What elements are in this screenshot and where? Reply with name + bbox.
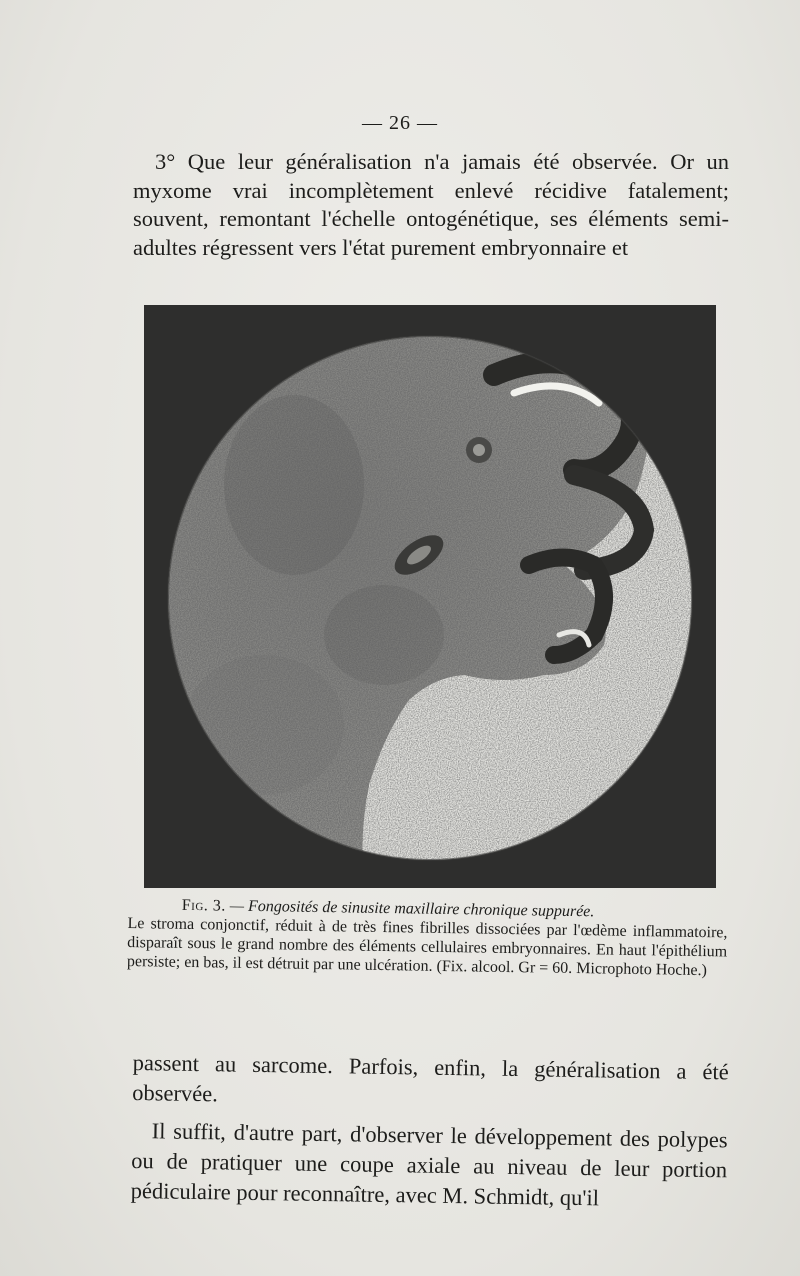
figure-title: — Fongosités de sinusite maxillaire chronique suppurée. [229, 897, 595, 921]
micrograph-image [144, 305, 716, 888]
figure-caption [127, 895, 728, 980]
bottom-text [131, 1048, 729, 1215]
figure-description: Le stroma conjonctif, réduit à de très fines fibrilles dissociées par l'œdème inflammatoire, disparaît sous le grand nombre des éléments cellulaires embryonnaires. En haut l'épithélium persiste; en bas, il est détruit par une ulcération. (Fix. alcool. Gr = 60. Microphoto Hoche.) [126, 914, 728, 980]
micrograph-figure [144, 305, 716, 888]
figure-label: Fig. 3. [181, 896, 226, 915]
bottom-paragraph-1: passent au sarcome. Parfois, enfin, la généralisation a été observée. [132, 1049, 729, 1107]
page-number: — 26 — [362, 112, 438, 134]
top-paragraph-text: 3° Que leur généralisation n'a jamais été observée. Or un myxome vrai incomplètement enlevé récidive fatalement; souvent, remontant l'échelle ontogénétique, ses éléments semi-adultes régressent vers l'état purement embryonnaire et [133, 149, 729, 260]
bottom-paragraph-2: Il suffit, d'autre part, d'observer le développement des polypes ou de pratiquer une coupe axiale au niveau de leur portion pédiculaire pour reconnaître, avec M. Schmidt, qu'il [130, 1118, 728, 1211]
top-paragraph [133, 148, 729, 262]
